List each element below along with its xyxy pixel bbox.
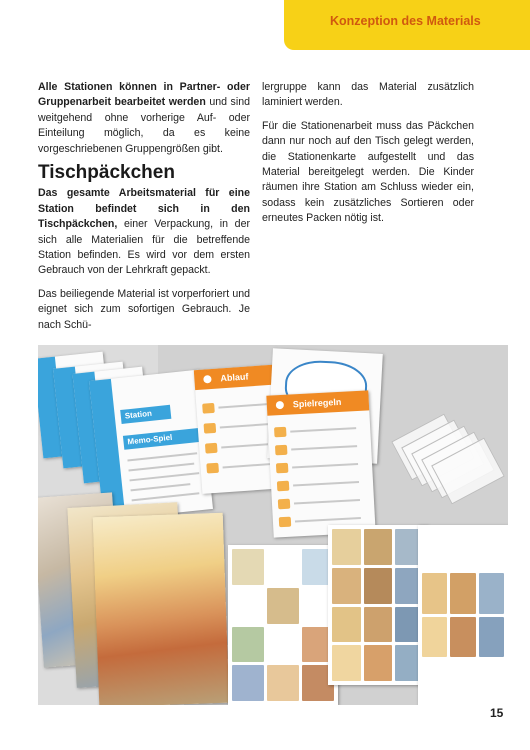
memo-grid-2: [328, 525, 428, 685]
left-text-column: [38, 80, 250, 341]
intro-paragraph: [38, 80, 250, 157]
materials-photo: [38, 345, 508, 705]
memo-grid-3: [418, 525, 508, 705]
station-label: Station: [120, 405, 171, 424]
material-paragraph: Das beiliegende Material ist vorperforiert und eignet sich zum sofortigen Gebrauch. Je nach Schü-: [38, 287, 250, 331]
package-paragraph: [38, 186, 250, 278]
page-number: 15: [490, 706, 504, 720]
intro-rest: und sind weitgehend ohne vorherige Auf- oder Einteilung möglich, da es keine vorgeschriebenen Gruppengrößen gibt.: [38, 96, 250, 155]
section-heading: Tischpäckchen: [38, 162, 175, 184]
intro-bold: Alle Stationen können in Partner- oder Gruppenarbeit bearbeitet werden: [38, 81, 250, 109]
right-text-column: [262, 80, 474, 235]
illustration-card-3: [93, 513, 230, 705]
spielregeln-card: [266, 390, 375, 537]
memo-spiel-title: Memo-Spiel: [123, 428, 200, 450]
spielregeln-title: Spielregeln: [292, 396, 342, 410]
laminate-paragraph: lergruppe kann das Material zusätzlich laminiert werden.: [262, 81, 474, 109]
section-header-tab: [284, 0, 530, 50]
package-rest: einer Verpackung, in der sich alle Materialien für die betreffende Station befinden. Es wird vor dem ersten Gebrauch von der Lehrkraft gepackt.: [38, 218, 250, 277]
section-title: Konzeption des Materials: [330, 14, 481, 28]
ablauf-title: Ablauf: [220, 371, 249, 384]
memo-grid-1: [228, 545, 338, 705]
plastic-sleeves: [388, 405, 498, 505]
package-bold: Das gesamte Arbeitsmaterial für eine Station befindet sich in den Tischpäckchen,: [38, 187, 250, 231]
station-work-paragraph: Für die Stationenarbeit muss das Päckchen dann nur noch auf den Tisch gelegt werden, die Stationenkarte aufgestellt und das Material bereitgelegt werden. Die Kinder räumen ihre Station am Schluss wieder ein, sodass kein zusätzliches Sortieren oder erneutes Packen nötig ist.: [262, 119, 474, 225]
